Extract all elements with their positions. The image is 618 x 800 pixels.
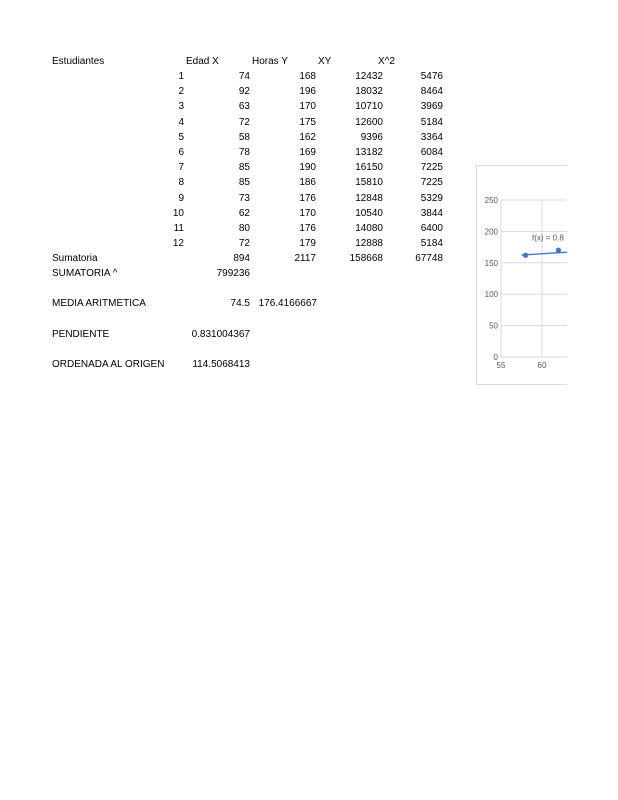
header-students: Estudiantes: [52, 56, 105, 67]
row-age: 74: [238, 71, 250, 82]
header-age: Edad X: [186, 56, 219, 67]
row-index: 12: [172, 238, 184, 249]
sum-label: Sumatoria: [52, 253, 98, 264]
row-age: 72: [238, 238, 250, 249]
row-age: 78: [238, 147, 250, 158]
row-age: 62: [238, 208, 250, 219]
sum-sq-value: 799236: [216, 268, 250, 279]
row-x2: 5476: [420, 71, 443, 82]
row-index: 3: [178, 101, 184, 112]
row-age: 58: [238, 132, 250, 143]
row-xy: 15810: [355, 177, 383, 188]
row-hours: 179: [299, 238, 316, 249]
row-x2: 5329: [420, 193, 443, 204]
row-x2: 6400: [420, 223, 443, 234]
chart-canvas: [477, 166, 567, 384]
x-tick-label: 60: [537, 361, 547, 370]
mean-label: MEDIA ARITMETICA: [52, 298, 146, 309]
row-age: 72: [238, 117, 250, 128]
row-hours: 175: [299, 117, 316, 128]
slope-label: PENDIENTE: [52, 329, 110, 340]
row-age: 92: [238, 86, 250, 97]
sum-sq-label: SUMATORIA ^: [52, 268, 118, 279]
sum-xy: 158668: [349, 253, 383, 264]
sum-y: 2117: [294, 253, 316, 264]
row-xy: 18032: [355, 86, 383, 97]
sum-x2: 67748: [415, 253, 443, 264]
row-hours: 190: [299, 162, 316, 173]
header-xy: XY: [318, 56, 332, 67]
row-age: 80: [238, 223, 250, 234]
row-index: 2: [178, 86, 184, 97]
row-x2: 7225: [420, 162, 443, 173]
row-xy: 10710: [355, 101, 383, 112]
row-xy: 12848: [355, 193, 383, 204]
row-xy: 9396: [360, 132, 383, 143]
row-hours: 176: [299, 223, 316, 234]
row-x2: 7225: [420, 177, 443, 188]
intercept-label: ORDENADA AL ORIGEN: [52, 359, 165, 370]
row-xy: 12432: [355, 71, 383, 82]
y-tick-label: 50: [489, 321, 498, 331]
row-xy: 10540: [355, 208, 383, 219]
scatter-chart[interactable]: [476, 165, 567, 385]
row-x2: 5184: [420, 117, 443, 128]
trendline-equation: f(x) = 0.8: [532, 233, 564, 243]
row-x2: 3969: [420, 101, 443, 112]
row-x2: 8464: [420, 86, 443, 97]
row-hours: 162: [299, 132, 316, 143]
row-index: 10: [172, 208, 184, 219]
mean-y: 176.4166667: [258, 298, 317, 309]
row-xy: 16150: [355, 162, 383, 173]
y-tick-label: 100: [484, 290, 498, 300]
row-hours: 170: [299, 101, 316, 112]
y-tick-label: 0: [493, 353, 498, 362]
row-index: 7: [178, 162, 184, 173]
mean-x: 74.5: [230, 298, 250, 309]
row-xy: 14080: [355, 223, 383, 234]
row-x2: 6084: [420, 147, 443, 158]
header-hours: Horas Y: [252, 56, 288, 67]
row-xy: 13182: [355, 147, 383, 158]
row-age: 85: [238, 177, 250, 188]
row-index: 1: [178, 71, 184, 82]
row-x2: 5184: [420, 238, 443, 249]
slope-value: 0.831004367: [191, 329, 250, 340]
row-x2: 3844: [420, 208, 443, 219]
row-index: 5: [178, 132, 184, 143]
y-tick-label: 200: [484, 227, 498, 237]
data-point: [523, 253, 528, 258]
row-index: 4: [178, 117, 184, 128]
row-hours: 170: [299, 208, 316, 219]
row-hours: 186: [299, 177, 316, 188]
row-hours: 168: [299, 71, 316, 82]
row-xy: 12888: [355, 238, 383, 249]
sum-x: 894: [233, 253, 250, 264]
row-age: 85: [238, 162, 250, 173]
row-age: 73: [238, 193, 250, 204]
y-tick-label: 250: [484, 196, 498, 205]
row-index: 6: [178, 147, 184, 158]
row-index: 8: [178, 177, 184, 188]
row-hours: 176: [299, 193, 316, 204]
x-tick-label: 55: [496, 361, 506, 370]
row-hours: 169: [299, 147, 316, 158]
data-point: [556, 248, 561, 253]
row-hours: 196: [299, 86, 316, 97]
intercept-value: 114.5068413: [192, 359, 250, 370]
row-index: 9: [178, 193, 184, 204]
row-xy: 12600: [355, 117, 383, 128]
row-index: 11: [173, 223, 184, 234]
y-tick-label: 150: [484, 258, 498, 268]
row-age: 63: [238, 101, 250, 112]
row-x2: 3364: [420, 132, 443, 143]
header-x2: X^2: [378, 56, 395, 67]
